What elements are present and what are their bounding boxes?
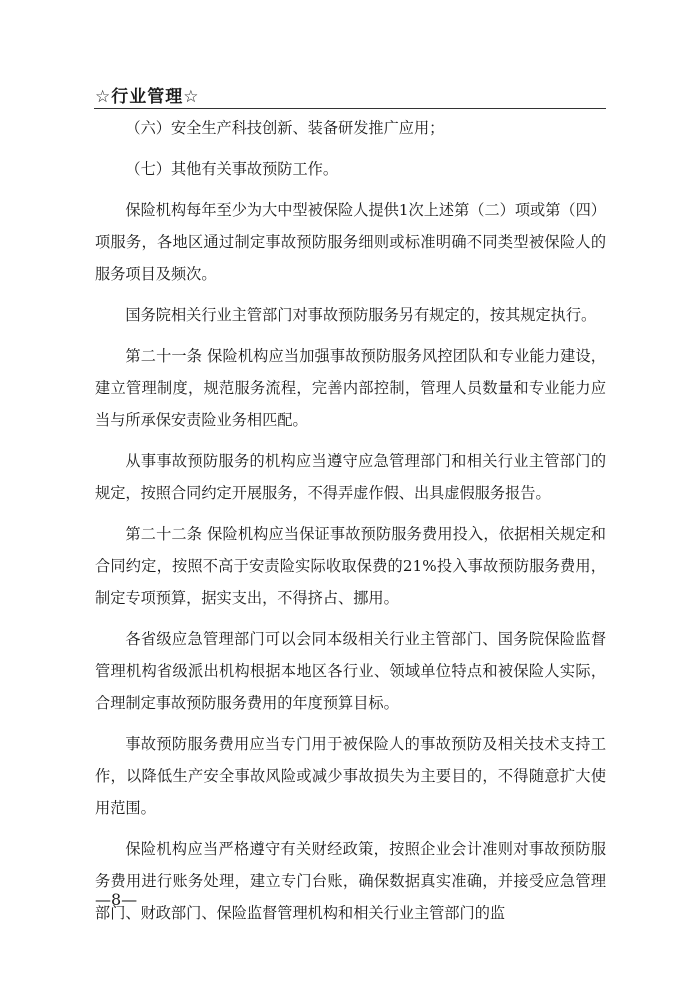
paragraph-9: 事故预防服务费用应当专门用于被保险人的事故预防及相关技术支持工作，以降低生产安全事故风险或减少事故损失为主要目的，不得随意扩大使用范围。 [95, 735, 606, 817]
paragraph-10: 保险机构应当严格遵守有关财经政策，按照企业会计准则对事故预防服务费用进行账务处理，建立专门台账，确保数据真实准确，并接受应急管理部门、财政部门、保险监督管理机构和相关行业主管部门的监 [95, 840, 606, 922]
paragraph-1: （六）安全生产科技创新、装备研发推广应用； [125, 119, 445, 137]
paragraph-4: 国务院相关行业主管部门对事故预防服务另有规定的，按其规定执行。 [125, 306, 597, 324]
paragraph-3: 保险机构每年至少为大中型被保险人提供1次上述第（二）项或第（四）项服务，各地区通过制定事故预防服务细则或标准明确不同类型被保险人的服务项目及频次。 [95, 201, 606, 283]
paragraph-2: （七）其他有关事故预防工作。 [125, 160, 339, 178]
header-rule [94, 108, 606, 109]
page-number: —8— [95, 890, 138, 909]
paragraph-8: 各省级应急管理部门可以会同本级相关行业主管部门、国务院保险监督管理机构省级派出机构根据本地区各行业、领域单位特点和被保险人实际，合理制定事故预防服务费用的年度预算目标。 [95, 630, 606, 712]
paragraph-6: 从事事故预防服务的机构应当遵守应急管理部门和相关行业主管部门的规定，按照合同约定开展服务，不得弄虚作假、出具虚假服务报告。 [95, 452, 606, 502]
paragraph-7: 第二十二条 保险机构应当保证事故预防服务费用投入，依据相关规定和合同约定，按照不高于安责险实际收取保费的21%投入事故预防服务费用，制定专项预算，据实支出，不得挤占、挪用。 [95, 525, 606, 607]
document-body [95, 112, 606, 938]
paragraph-5: 第二十一条 保险机构应当加强事故预防服务风控团队和专业能力建设，建立管理制度，规范服务流程，完善内部控制，管理人员数量和专业能力应当与所承保安责险业务相匹配。 [95, 347, 606, 429]
section-header: ☆行业管理☆ [95, 87, 200, 107]
